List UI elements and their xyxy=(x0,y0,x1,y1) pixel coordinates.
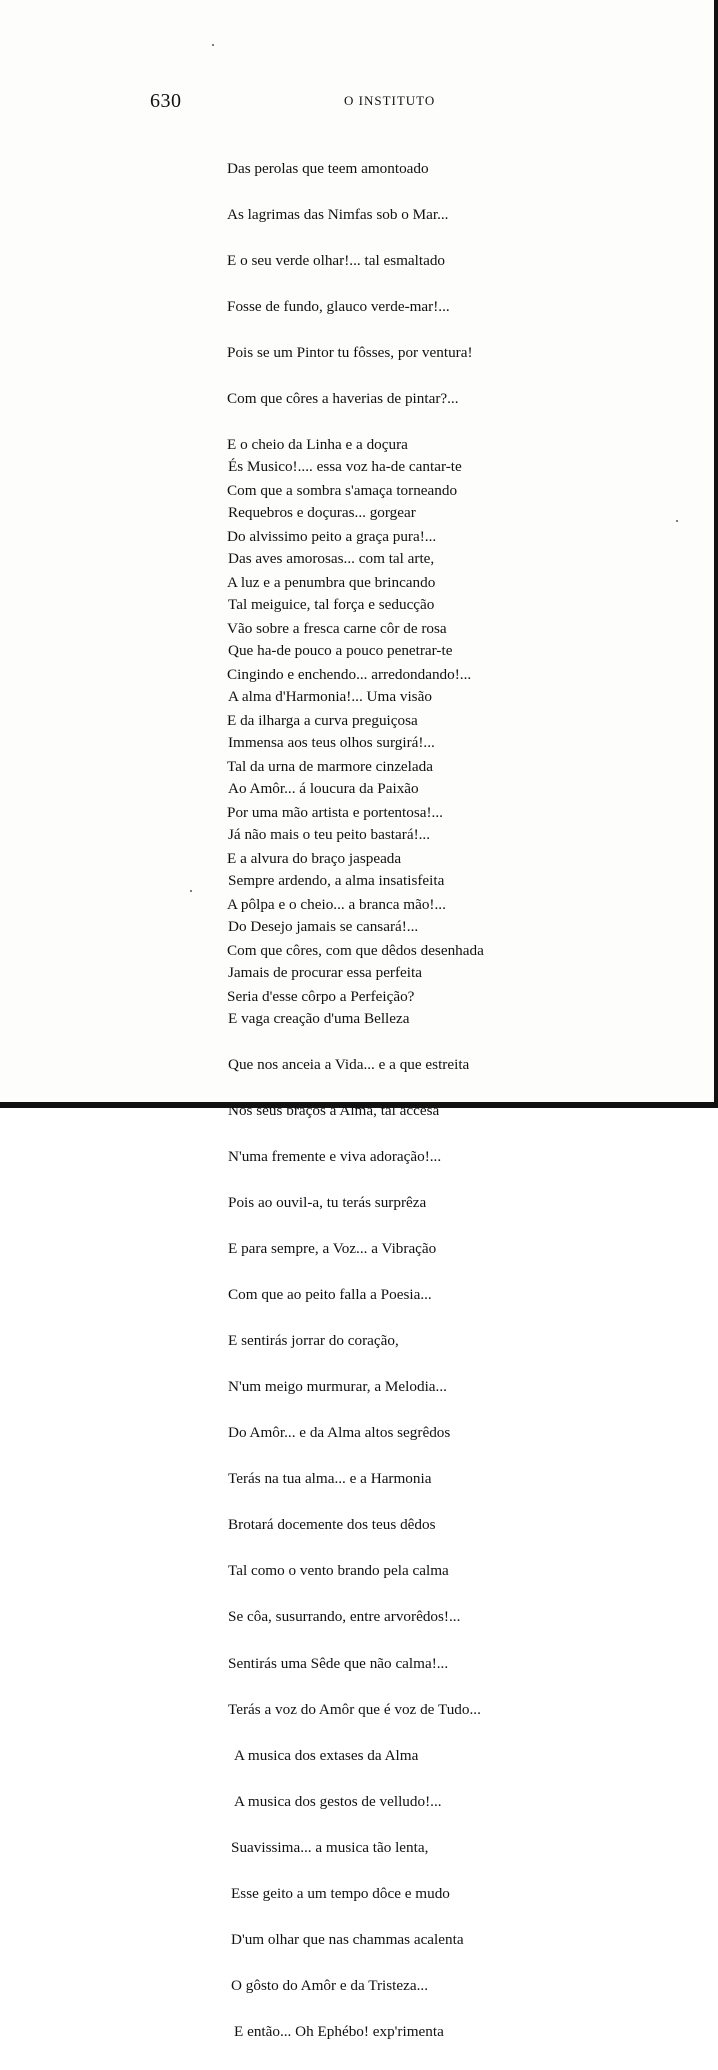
poem-line: Do Amôr... e da Alma altos segrêdos xyxy=(228,1424,451,1442)
poem-line: Esse geito a um tempo dôce e mudo xyxy=(231,1884,450,1902)
poem-line: Do Desejo jamais se cansará!... xyxy=(228,918,419,935)
poem-line: Cingindo e enchendo... arredondando!... xyxy=(227,666,472,684)
poem-line: A alma d'Harmonia!... Uma visão xyxy=(228,687,432,705)
poem-line: Das aves amorosas... com tal arte, xyxy=(228,549,435,567)
poem-line: Com que ao peito falla a Poesia... xyxy=(228,1286,432,1304)
poem-line: Por uma mão artista e portentosa!... xyxy=(227,804,443,822)
poem-line: Com que côres, com que dêdos desenhada xyxy=(227,942,484,960)
poem-line: E vaga creação d'uma Belleza xyxy=(228,1010,410,1028)
poem-line: Se côa, susurrando, entre arvorêdos!... xyxy=(228,1608,461,1626)
poem-line: Tal meiguice, tal força e seducção xyxy=(228,595,435,613)
poem-line: Terás a voz do Amôr que é voz de Tudo... xyxy=(228,1700,481,1718)
poem-line: E a alvura do braço jaspeada xyxy=(227,850,402,868)
poem-line: Tal da urna de marmore cinzelada xyxy=(227,758,433,776)
poem-line: A musica dos gestos de velludo!... xyxy=(234,1792,442,1810)
poem-line: Que nos anceia a Vida... e a que estreita xyxy=(228,1056,470,1074)
poem-line: Jamais de procurar essa perfeita xyxy=(228,964,422,982)
poem-line: Do alvissimo peito a graça pura!... xyxy=(227,527,437,545)
poem-line: E da ilharga a curva preguiçosa xyxy=(227,712,418,730)
poem-line: Immensa aos teus olhos surgirá!... xyxy=(228,733,435,751)
poem-line: Sempre ardendo, a alma insatisfeita xyxy=(228,871,445,889)
poem-line: O gôsto do Amôr e da Tristeza... xyxy=(231,1976,429,1994)
poem-line: Requebros e doçuras... gorgear xyxy=(228,503,416,521)
poem-line: Com que côres a haverias de pintar?... xyxy=(227,389,459,407)
poem-line: Terás na tua alma... e a Harmonia xyxy=(228,1470,432,1488)
poem-line: A pôlpa e o cheio... a branca mão!... xyxy=(227,896,446,914)
poem-line: E para sempre, a Voz... a Vibração xyxy=(228,1240,437,1258)
poem-line: Pois se um Pintor tu fôsses, por ventura! xyxy=(227,343,473,361)
poem-line: Que ha-de pouco a pouco penetrar-te xyxy=(228,641,453,659)
poem-line: És Musico!.... essa voz ha-de cantar-te xyxy=(228,457,462,475)
poem-line: E então... Oh Ephébo! exp'rimenta xyxy=(234,2022,444,2040)
poem-line: As lagrimas das Nimfas sob o Mar... xyxy=(227,205,449,223)
poem-line: E o cheio da Linha e a doçura xyxy=(227,435,408,453)
poem-line: Pois ao ouvil-a, tu terás surprêza xyxy=(228,1194,427,1212)
poem-line: A luz e a penumbra que brincando xyxy=(227,573,436,591)
poem-line: Vão sobre a fresca carne côr de rosa xyxy=(227,620,447,637)
poem-line: E sentirás jorrar do coração, xyxy=(228,1332,399,1350)
page-number: 630 xyxy=(150,90,182,112)
poem-line: D'um olhar que nas chammas acalenta xyxy=(231,1930,464,1948)
poem-line: Seria d'esse côrpo a Perfeição? xyxy=(227,988,415,1006)
running-head: O INSTITUTO xyxy=(344,93,436,108)
poem-line: Fosse de fundo, glauco verde-mar!... xyxy=(227,297,450,315)
poem-line: Brotará docemente dos teus dêdos xyxy=(228,1516,436,1534)
poem-stanza-2 xyxy=(228,428,481,2070)
scan-speck xyxy=(190,890,192,892)
poem-line: N'um meigo murmurar, a Melodia... xyxy=(228,1378,447,1396)
scan-speck xyxy=(676,520,678,522)
poem-line: N'uma fremente e viva adoração!... xyxy=(228,1148,442,1166)
poem-line: A musica dos extases da Alma xyxy=(234,1746,419,1764)
poem-line: E o seu verde olhar!... tal esmaltado xyxy=(227,251,446,269)
poem-line: Suavissima... a musica tão lenta, xyxy=(231,1838,429,1856)
poem-line: Nos seus braços a Alma, tal accêsa xyxy=(228,1102,440,1120)
poem-line: Já não mais o teu peito bastará!... xyxy=(228,825,431,843)
poem-line: Com que a sombra s'amaça torneando xyxy=(227,481,458,499)
poem-line: Das perolas que teem amontoado xyxy=(227,159,429,177)
poem-line: Ao Amôr... á loucura da Paixão xyxy=(228,779,419,797)
scan-edge-right xyxy=(714,0,718,1108)
scan-speck xyxy=(212,44,214,46)
poem-line: Tal como o vento brando pela calma xyxy=(228,1562,449,1580)
poem-line: Sentirás uma Sêde que não calma!... xyxy=(228,1654,449,1672)
